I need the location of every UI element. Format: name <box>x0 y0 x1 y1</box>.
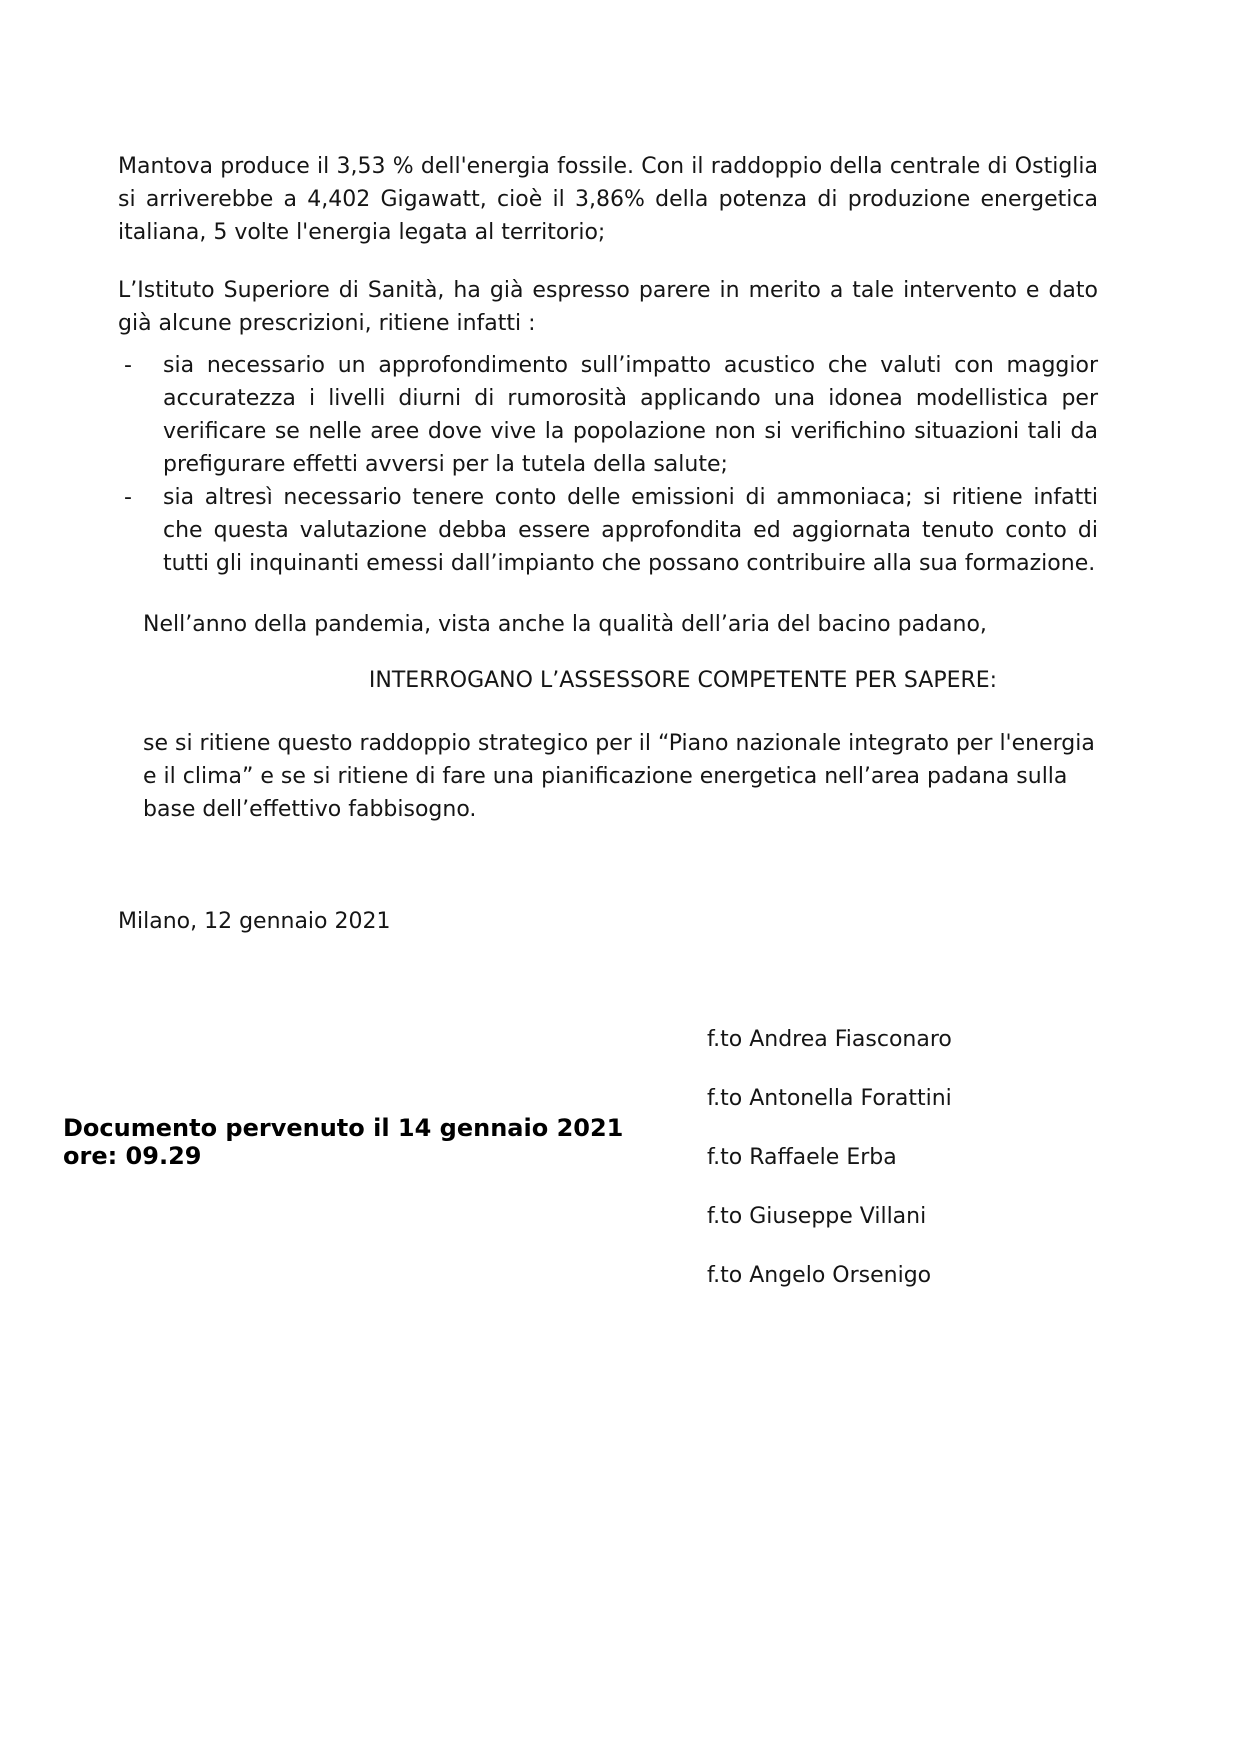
list-item-text: sia necessario un approfondimento sull’impatto acustico che valuti con maggior accuratezza i livelli diurni di rumorosità applicando una idonea modellistica per verificare se nelle aree dove vive la popolazione non si verifichino situazioni tali da prefigurare effetti avversi per la tutela della salute; <box>163 353 1098 477</box>
signature-line: f.to Antonella Forattini <box>707 1086 952 1111</box>
signature-line: f.to Angelo Orsenigo <box>707 1263 932 1288</box>
list-item <box>118 349 1098 481</box>
paragraph-iss-opinion: L’Istituto Superiore di Sanità, ha già espresso parere in merito a tale intervento e dato già alcune prescrizioni, ritiene infatti : <box>118 278 1098 336</box>
received-date: Documento pervenuto il 14 gennaio 2021 <box>63 1114 624 1142</box>
prescriptions-list <box>118 349 1098 580</box>
paragraph-question: se si ritiene questo raddoppio strategico per il “Piano nazionale integrato per l'energia e il clima” e se si ritiene di fare una pianificazione energetica nell’area padana sulla base dell’effettivo fabbisogno. <box>143 731 1095 822</box>
received-stamp <box>63 1114 663 1170</box>
signatures-list <box>707 1023 1207 1318</box>
received-time: ore: 09.29 <box>63 1142 202 1170</box>
list-item-text: sia altresì necessario tenere conto delle emissioni di ammoniaca; si ritiene infatti che questa valutazione debba essere approfondita ed aggiornata tenuto conto di tutti gli inquinanti emessi dall’impianto che possano contribuire alla sua formazione. <box>163 485 1098 576</box>
signature-line: f.to Raffaele Erba <box>707 1145 897 1170</box>
signature-line: f.to Giuseppe Villani <box>707 1204 927 1229</box>
bullet-dash: - <box>124 485 132 510</box>
paragraph-pandemic: Nell’anno della pandemia, vista anche la qualità dell’aria del bacino padano, <box>143 612 987 637</box>
place-date: Milano, 12 gennaio 2021 <box>118 909 391 934</box>
paragraph-energy-production: Mantova produce il 3,53 % dell'energia fossile. Con il raddoppio della centrale di Ostiglia si arriverebbe a 4,402 Gigawatt, cioè il 3,86% della potenza di produzione energetica italiana, 5 volte l'energia legata al territorio; <box>118 154 1098 245</box>
bullet-dash: - <box>124 353 132 378</box>
interrogation-heading: INTERROGANO L’ASSESSORE COMPETENTE PER SAPERE: <box>368 668 998 693</box>
list-item <box>118 481 1098 580</box>
signature-line: f.to Andrea Fiasconaro <box>707 1027 952 1052</box>
